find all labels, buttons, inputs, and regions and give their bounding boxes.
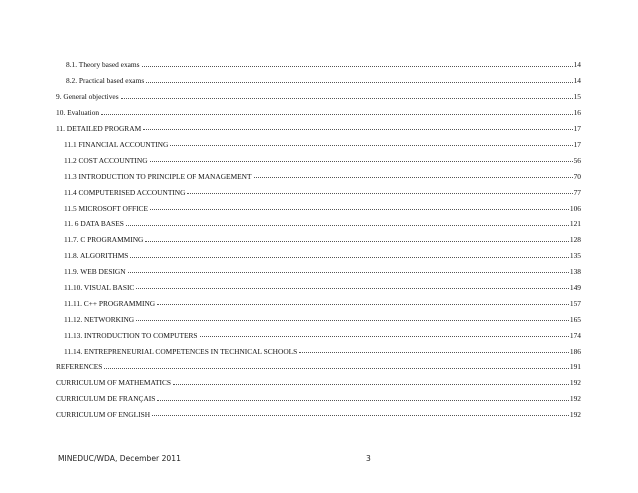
toc-entry[interactable] (56, 371, 581, 387)
toc-entry-page: 70 (573, 171, 581, 181)
toc-entry-label: 11.12. NETWORKING (64, 314, 135, 324)
toc-dot-leader (173, 384, 569, 385)
toc-dot-leader (187, 193, 572, 194)
toc-entry[interactable] (56, 69, 581, 85)
toc-entry-page: 121 (569, 219, 581, 229)
toc-dot-leader (101, 114, 573, 115)
toc-entry-page: 14 (573, 60, 581, 70)
toc-entry-page: 77 (573, 187, 581, 197)
toc-entry-page: 149 (569, 282, 581, 292)
toc-entry-page: 17 (573, 124, 581, 134)
toc-entry-label: 10. Evaluation (56, 108, 100, 118)
toc-entry[interactable] (56, 291, 581, 307)
toc-dot-leader (200, 336, 569, 337)
toc-dot-leader (143, 129, 572, 130)
toc-entry-page: 165 (569, 314, 581, 324)
toc-entry[interactable] (56, 117, 581, 133)
toc-entry-label: 11. 6 DATA BASES (64, 219, 124, 229)
toc-entry-label: 11.9. WEB DESIGN (64, 267, 126, 277)
toc-entry-page: 192 (569, 378, 581, 388)
toc-dot-leader (121, 98, 573, 99)
toc-entry[interactable] (56, 339, 581, 355)
toc-entry[interactable] (56, 228, 581, 244)
toc-entry-page: 106 (569, 203, 581, 213)
toc-entry[interactable] (56, 212, 581, 228)
toc-entry-label: 11.2 COST ACCOUNTING (64, 155, 148, 165)
toc-entry[interactable] (56, 275, 581, 291)
toc-entry-page: 14 (573, 76, 581, 86)
toc-entry[interactable] (56, 387, 581, 403)
toc-entry-page: 56 (573, 155, 581, 165)
toc-entry-page: 135 (569, 251, 581, 261)
toc-dot-leader (145, 241, 569, 242)
toc-entry-page: 16 (573, 108, 581, 118)
toc-entry-page: 15 (573, 92, 581, 102)
toc-entry[interactable] (56, 148, 581, 164)
toc-entry-label: 9. General objectives (56, 92, 119, 102)
toc-entry-label: 11.1 FINANCIAL ACCOUNTING (64, 139, 169, 149)
toc-entry-label: 11.13. INTRODUCTION TO COMPUTERS (64, 330, 198, 340)
toc-entry[interactable] (56, 307, 581, 323)
toc-entry[interactable] (56, 260, 581, 276)
toc-dot-leader (254, 177, 573, 178)
toc-entry[interactable] (56, 101, 581, 117)
toc-entry-page: 17 (573, 139, 581, 149)
toc-dot-leader (150, 161, 573, 162)
toc-dot-leader (130, 257, 569, 258)
toc-entry-page: 192 (569, 394, 581, 404)
toc-dot-leader (150, 209, 569, 210)
toc-entry[interactable] (56, 403, 581, 419)
toc-entry-page: 138 (569, 267, 581, 277)
toc-entry[interactable] (56, 355, 581, 371)
toc-entry-label: 11.8. ALGORITHMS (64, 251, 129, 261)
toc-entry-page: 191 (569, 362, 581, 372)
toc-entry-label: 11.3 INTRODUCTION TO PRINCIPLE OF MANAGEMENT (64, 171, 252, 181)
toc-dot-leader (170, 145, 572, 146)
toc-entry-page: 174 (569, 330, 581, 340)
toc-entry[interactable] (56, 132, 581, 148)
toc-dot-leader (152, 415, 569, 416)
toc-dot-leader (299, 352, 569, 353)
toc-entry-label: 11.4 COMPUTERISED ACCOUNTING (64, 187, 186, 197)
toc-entry-label: 11. DETAILED PROGRAM (56, 124, 142, 134)
toc-entry-label: 8.2. Practical based exams (66, 76, 145, 86)
toc-entry-page: 128 (569, 235, 581, 245)
toc-dot-leader (136, 288, 569, 289)
toc-entry-page: 157 (569, 298, 581, 308)
toc-entry[interactable] (56, 164, 581, 180)
toc-entry-page: 192 (569, 410, 581, 420)
toc-entry-label: 11.14. ENTREPRENEURIAL COMPETENCES IN TECHNICAL SCHOOLS (64, 346, 298, 356)
toc-dot-leader (157, 400, 569, 401)
toc-dot-leader (128, 272, 569, 273)
toc-dot-leader (146, 82, 572, 83)
toc-entry-label: CURRICULUM OF ENGLISH (56, 410, 151, 420)
toc-entry-label: 11.11. C++ PROGRAMMING (64, 298, 156, 308)
toc-entry[interactable] (56, 180, 581, 196)
toc-dot-leader (126, 225, 569, 226)
toc-dot-leader (157, 304, 569, 305)
footer-publisher-date: MINEDUC/WDA, December 2011 (58, 454, 181, 463)
toc-entry-label: 11.7. C PROGRAMMING (64, 235, 144, 245)
page-footer (58, 454, 578, 468)
toc-dot-leader (104, 368, 569, 369)
toc-entry[interactable] (56, 323, 581, 339)
toc-entry-label: 8.1. Theory based exams (66, 60, 140, 70)
toc-dot-leader (136, 320, 569, 321)
toc-dot-leader (142, 66, 573, 67)
toc-entry-label: 11.5 MICROSOFT OFFICE (64, 203, 148, 213)
footer-page-number: 3 (366, 454, 371, 463)
table-of-contents (56, 53, 581, 418)
toc-entry[interactable] (56, 196, 581, 212)
toc-entry-page: 186 (569, 346, 581, 356)
toc-entry-label: CURRICULUM OF MATHEMATICS (56, 378, 171, 388)
toc-entry-label: CURRICULUM DE FRANÇAIS (56, 394, 156, 404)
toc-entry-label: REFERENCES (56, 362, 103, 372)
toc-entry[interactable] (56, 85, 581, 101)
toc-entry-label: 11.10. VISUAL BASIC (64, 282, 135, 292)
toc-entry[interactable] (56, 244, 581, 260)
toc-entry[interactable] (56, 53, 581, 69)
